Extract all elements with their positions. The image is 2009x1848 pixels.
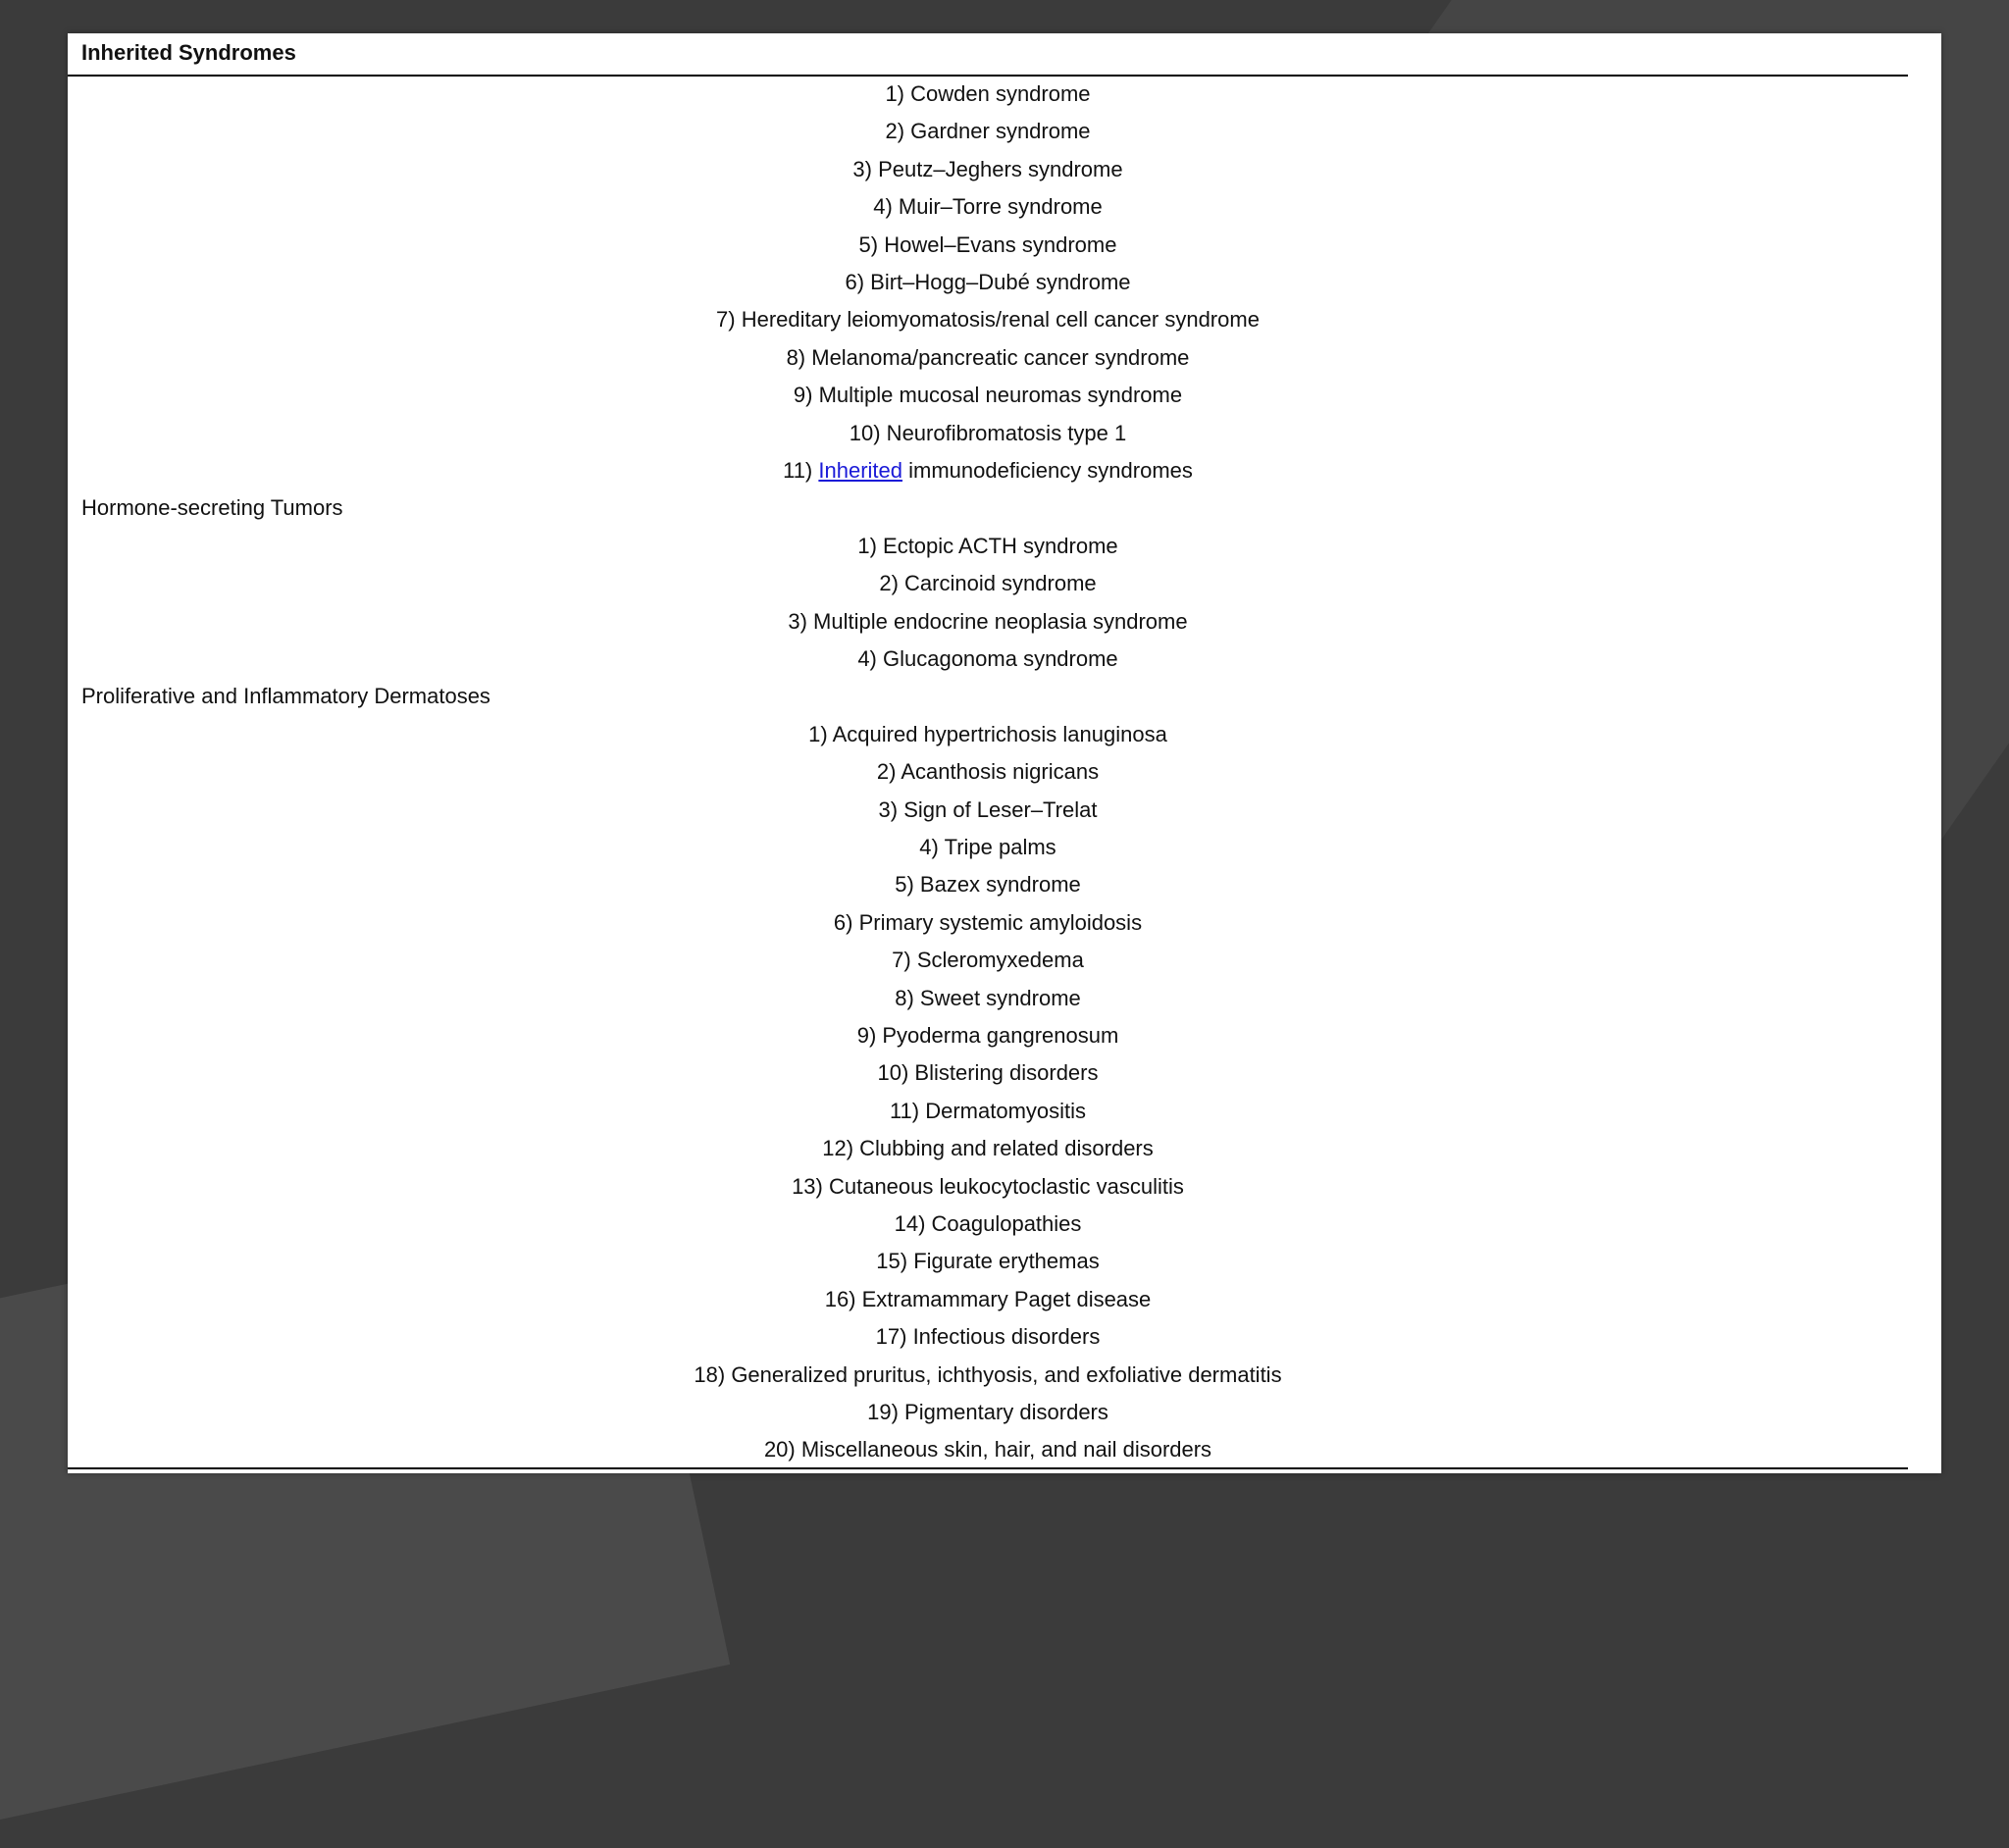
list-item: 18) Generalized pruritus, ichthyosis, and exfoliative dermatitis xyxy=(694,1362,1282,1387)
list-item: 11) Dermatomyositis xyxy=(889,1099,1087,1123)
list-item: 8) Sweet syndrome xyxy=(895,986,1081,1010)
section-title-proliferative: Proliferative and Inflammatory Dermatoses xyxy=(81,684,490,708)
table-title: Inherited Syndromes xyxy=(81,40,296,65)
list-item: 2) Carcinoid syndrome xyxy=(879,571,1097,595)
list-item: 5) Howel–Evans syndrome xyxy=(858,232,1117,257)
list-item: 2) Acanthosis nigricans xyxy=(876,759,1100,784)
list-item: 15) Figurate erythemas xyxy=(876,1249,1100,1273)
list-item: 20) Miscellaneous skin, hair, and nail disorders xyxy=(763,1437,1212,1462)
list-item: 4) Glucagonoma syndrome xyxy=(857,646,1118,671)
list-item: 8) Melanoma/pancreatic cancer syndrome xyxy=(786,345,1190,370)
list-item: 1) Acquired hypertrichosis lanuginosa xyxy=(808,722,1167,746)
list-item: 14) Coagulopathies xyxy=(894,1211,1082,1236)
list-item: 16) Extramammary Paget disease xyxy=(824,1287,1152,1311)
table-header xyxy=(68,33,1908,77)
list-item: 3) Peutz–Jeghers syndrome xyxy=(852,157,1123,181)
list-item xyxy=(68,458,1908,484)
list-item: 7) Hereditary leiomyomatosis/renal cell cancer syndrome xyxy=(716,307,1260,332)
list-item: 4) Muir–Torre syndrome xyxy=(873,194,1103,219)
section-title-hormone: Hormone-secreting Tumors xyxy=(81,495,343,520)
table-bottom-rule xyxy=(68,1467,1908,1469)
list-item: 5) Bazex syndrome xyxy=(895,872,1081,897)
list-item: 13) Cutaneous leukocytoclastic vasculitis xyxy=(792,1174,1184,1199)
list-item: 17) Infectious disorders xyxy=(875,1324,1101,1349)
list-item: 2) Gardner syndrome xyxy=(885,119,1091,143)
list-item: 9) Multiple mucosal neuromas syndrome xyxy=(793,383,1183,407)
slide xyxy=(68,33,1941,1473)
list-item: 10) Neurofibromatosis type 1 xyxy=(849,421,1127,445)
list-item: 7) Scleromyxedema xyxy=(892,948,1084,972)
list-item: 19) Pigmentary disorders xyxy=(867,1400,1108,1424)
list-item: 1) Cowden syndrome xyxy=(885,81,1091,106)
list-item: 4) Tripe palms xyxy=(919,835,1056,859)
list-item: 9) Pyoderma gangrenosum xyxy=(856,1023,1119,1048)
list-item: 3) Multiple endocrine neoplasia syndrome xyxy=(788,609,1188,634)
list-item: 10) Blistering disorders xyxy=(877,1060,1099,1085)
list-item: 12) Clubbing and related disorders xyxy=(822,1136,1154,1160)
inherited-link[interactable]: Inherited xyxy=(818,458,902,483)
list-item-prefix: 11) xyxy=(783,458,819,483)
list-item: 6) Birt–Hogg–Dubé syndrome xyxy=(845,270,1131,294)
list-item: 3) Sign of Leser–Trelat xyxy=(878,797,1098,822)
list-item-suffix: immunodeficiency syndromes xyxy=(902,458,1193,483)
list-item: 6) Primary systemic amyloidosis xyxy=(833,910,1143,935)
list-item: 1) Ectopic ACTH syndrome xyxy=(857,534,1118,558)
